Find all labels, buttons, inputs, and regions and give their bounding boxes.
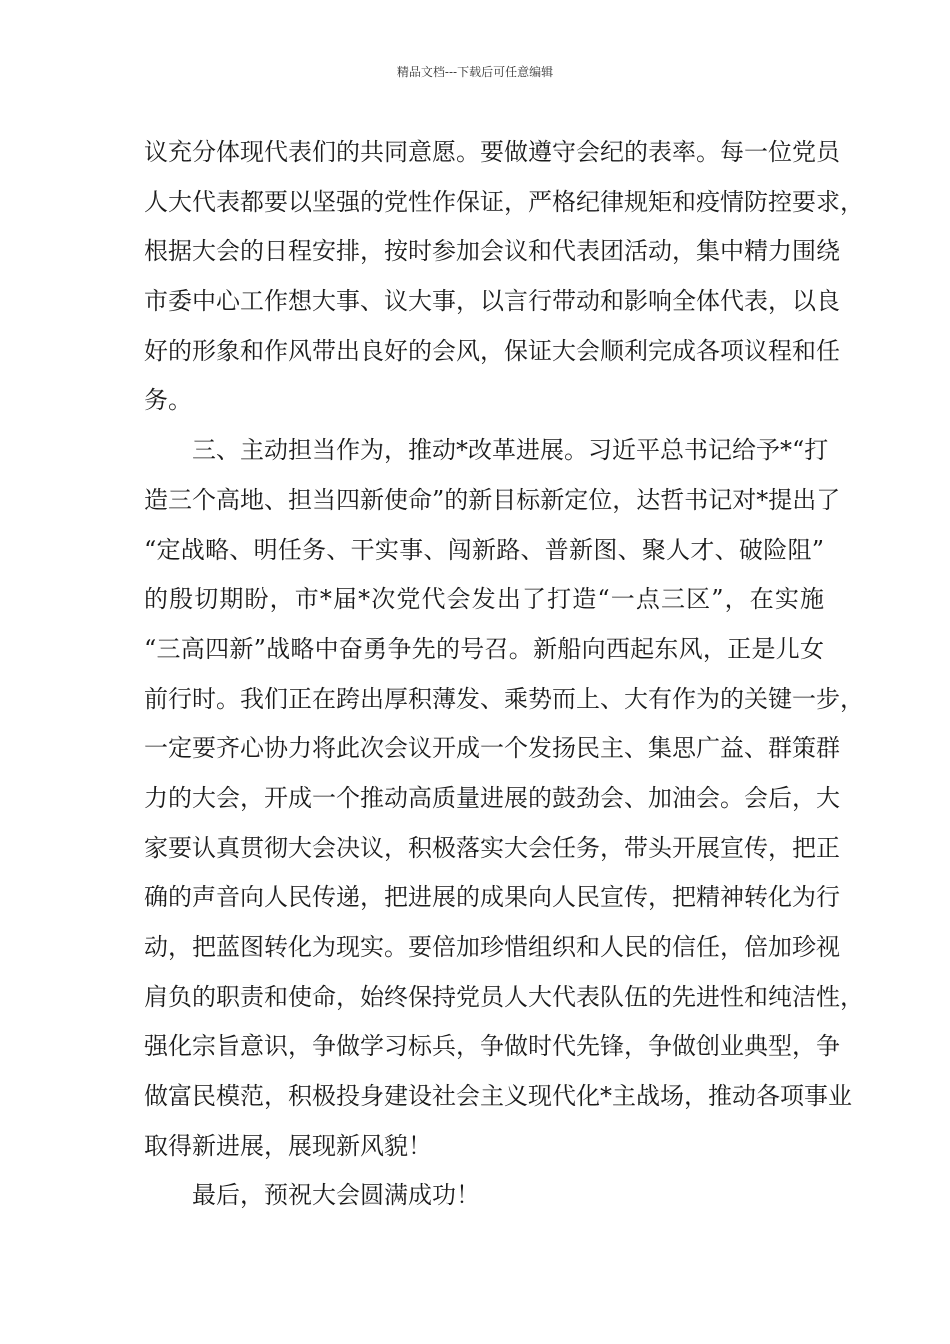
document-body (144, 128, 864, 1221)
text-line: 力的大会，开成一个推动高质量进展的鼓劲会、加油会。会后，大 (144, 783, 840, 812)
text-line: 一定要齐心协力将此次会议开成一个发扬民主、集思广益、群策群 (144, 734, 840, 763)
text-line: 做富民模范，积极投身建设社会主义现代化*主战场，推动各项事业 (144, 1082, 852, 1111)
paragraph (144, 128, 864, 426)
text-line: 三、主动担当作为，推动*改革进展。习近平总书记给予*“打 (192, 436, 829, 465)
text-line: 务。 (144, 386, 192, 415)
text-line: 肩负的职责和使命，始终保持党员人大代表队伍的先进性和纯洁性， (144, 982, 864, 1011)
text-line: “定战略、明任务、干实事、闯新路、普新图、聚人才、破险阻” (144, 535, 824, 564)
text-line: 人大代表都要以坚强的党性作保证，严格纪律规矩和疫情防控要求， (144, 187, 864, 216)
text-line: 市委中心工作想大事、议大事，以言行带动和影响全体代表，以良 (144, 287, 840, 316)
text-line: 强化宗旨意识，争做学习标兵，争做时代先锋，争做创业典型，争 (144, 1032, 840, 1061)
text-line: 的殷切期盼，市*届*次党代会发出了打造“一点三区”，在实施 (144, 585, 824, 614)
text-line: 确的声音向人民传递，把进展的成果向人民宣传，把精神转化为行 (144, 883, 840, 912)
text-line: 取得新进展，展现新风貌！ (144, 1131, 432, 1160)
text-line: 造三个高地、担当四新使命”的新目标新定位，达哲书记对*提出了 (144, 485, 841, 514)
text-line: “三高四新”战略中奋勇争先的号召。新船向西起东风，正是儿女 (144, 634, 824, 663)
text-line: 前行时。我们正在跨出厚积薄发、乘势而上、大有作为的关键一步， (144, 684, 864, 713)
text-line: 动，把蓝图转化为现实。要倍加珍惜组织和人民的信任，倍加珍视 (144, 933, 840, 961)
paragraph (144, 426, 864, 1171)
text-line: 议充分体现代表们的共同意愿。要做遵守会纪的表率。每一位党员 (144, 138, 840, 166)
text-line: 根据大会的日程安排，按时参加会议和代表团活动，集中精力围绕 (144, 237, 840, 266)
paragraph (144, 1171, 824, 1221)
text-line: 好的形象和作风带出良好的会风，保证大会顺利完成各项议程和任 (144, 336, 840, 365)
text-line: 最后，预祝大会圆满成功！ (192, 1181, 480, 1210)
text-line: 家要认真贯彻大会决议，积极落实大会任务，带头开展宣传，把正 (144, 833, 840, 862)
page-header: 精品文档---下载后可任意编辑 (396, 65, 554, 79)
